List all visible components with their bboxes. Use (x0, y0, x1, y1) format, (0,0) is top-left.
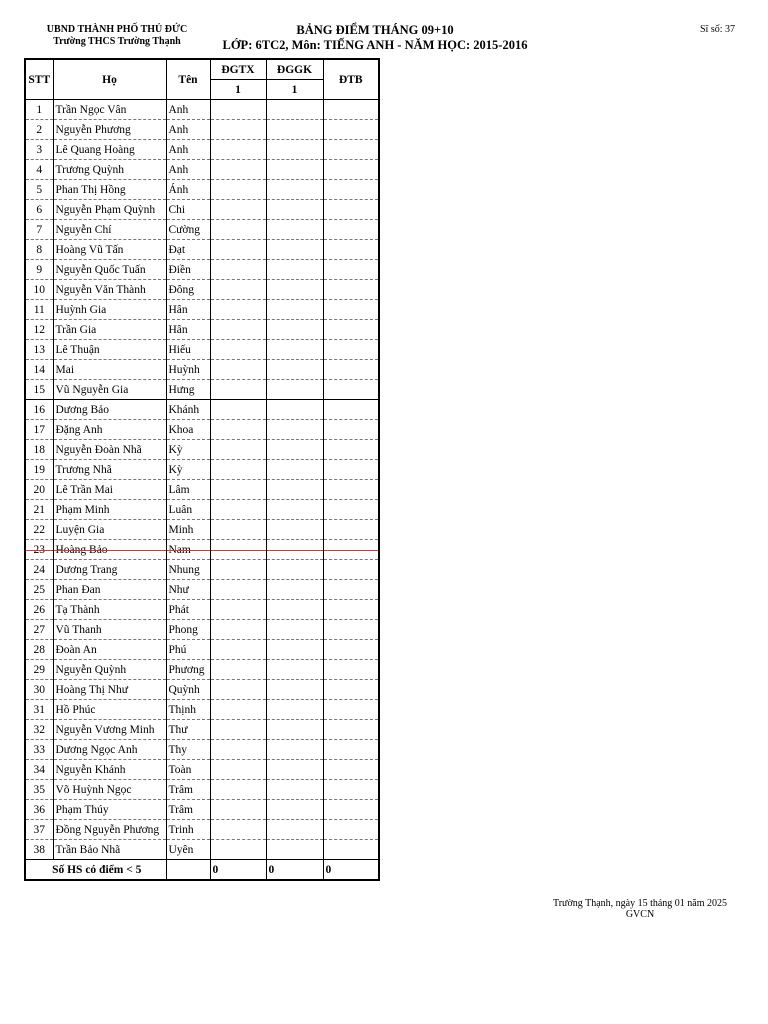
cell-dgtx (210, 360, 266, 380)
cell-dggk (266, 180, 323, 200)
cell-stt: 13 (25, 340, 53, 360)
cell-dtb (323, 520, 379, 540)
table-row (25, 220, 379, 240)
cell-stt: 10 (25, 280, 53, 300)
org-line-2: Trường THCS Trường Thạnh (53, 36, 181, 47)
cell-stt: 2 (25, 120, 53, 140)
cell-dggk (266, 640, 323, 660)
cell-dggk (266, 560, 323, 580)
cell-ho: Nguyễn Vương Minh (53, 720, 166, 740)
cell-stt: 19 (25, 460, 53, 480)
cell-ho: Luyện Gia (53, 520, 166, 540)
cell-dtb (323, 780, 379, 800)
table-row (25, 320, 379, 340)
cell-dgtx (210, 440, 266, 460)
cell-stt: 4 (25, 160, 53, 180)
header-row-1 (25, 59, 379, 80)
cell-ten: Trinh (166, 820, 210, 840)
cell-dgtx (210, 480, 266, 500)
cell-stt: 31 (25, 700, 53, 720)
cell-dgtx (210, 420, 266, 440)
cell-ten: Đông (166, 280, 210, 300)
cell-dtb (323, 680, 379, 700)
cell-dtb (323, 220, 379, 240)
table-row (25, 240, 379, 260)
cell-stt: 22 (25, 520, 53, 540)
table-row (25, 440, 379, 460)
cell-ho: Phạm Thúy (53, 800, 166, 820)
col-subheader-dgtx: 1 (210, 80, 266, 100)
col-subheader-dggk: 1 (266, 80, 323, 100)
cell-stt: 23 (25, 540, 53, 560)
table-row (25, 620, 379, 640)
cell-ten: Cường (166, 220, 210, 240)
cell-dgtx (210, 300, 266, 320)
table-row (25, 520, 379, 540)
col-header-dggk: ĐGGK (266, 59, 323, 80)
cell-ho: Đồng Nguyễn Phương (53, 820, 166, 840)
cell-ten: Chi (166, 200, 210, 220)
cell-dgtx (210, 220, 266, 240)
cell-ho: Nguyễn Quốc Tuấn (53, 260, 166, 280)
table-row (25, 720, 379, 740)
table-row (25, 700, 379, 720)
table-row (25, 340, 379, 360)
cell-ten: Đạt (166, 240, 210, 260)
table-row (25, 580, 379, 600)
cell-stt: 33 (25, 740, 53, 760)
cell-dggk (266, 140, 323, 160)
cell-stt: 30 (25, 680, 53, 700)
cell-ten: Kỳ (166, 440, 210, 460)
cell-dggk (266, 240, 323, 260)
cell-dtb (323, 240, 379, 260)
cell-dgtx (210, 160, 266, 180)
cell-dgtx (210, 140, 266, 160)
cell-dggk (266, 340, 323, 360)
cell-dggk (266, 420, 323, 440)
cell-dtb (323, 140, 379, 160)
cell-dtb (323, 560, 379, 580)
cell-ho: Trần Ngọc Vân (53, 100, 166, 120)
cell-ho: Tạ Thành (53, 600, 166, 620)
table-row (25, 660, 379, 680)
document-title-block (215, 23, 535, 53)
cell-ho: Dương Ngọc Anh (53, 740, 166, 760)
cell-ho: Trần Gia (53, 320, 166, 340)
cell-ho: Phạm Minh (53, 500, 166, 520)
cell-stt: 32 (25, 720, 53, 740)
org-line-1: UBND THÀNH PHỐ THỦ ĐỨC (46, 24, 188, 35)
cell-stt: 16 (25, 400, 53, 420)
cell-dggk (266, 400, 323, 420)
cell-dgtx (210, 560, 266, 580)
cell-dtb (323, 360, 379, 380)
cell-stt: 7 (25, 220, 53, 240)
cell-dtb (323, 480, 379, 500)
col-header-dtb: ĐTB (323, 59, 379, 100)
cell-dgtx (210, 580, 266, 600)
cell-dggk (266, 720, 323, 740)
cell-dggk (266, 440, 323, 460)
table-row (25, 120, 379, 140)
cell-dgtx (210, 520, 266, 540)
cell-stt: 25 (25, 580, 53, 600)
table-row (25, 740, 379, 760)
cell-ten: Trâm (166, 800, 210, 820)
cell-dtb (323, 660, 379, 680)
col-header-stt: STT (25, 59, 53, 100)
summary-dggk: 0 (266, 860, 323, 881)
cell-stt: 8 (25, 240, 53, 260)
table-row (25, 680, 379, 700)
table-row (25, 380, 379, 400)
cell-dgtx (210, 180, 266, 200)
cell-dtb (323, 580, 379, 600)
cell-ten: Hưng (166, 380, 210, 400)
cell-dgtx (210, 460, 266, 480)
cell-ten: Anh (166, 140, 210, 160)
document-title: BẢNG ĐIỂM THÁNG 09+10 (296, 23, 454, 37)
summary-dgtx: 0 (210, 860, 266, 881)
summary-dtb: 0 (323, 860, 379, 881)
cell-stt: 24 (25, 560, 53, 580)
table-row (25, 480, 379, 500)
cell-dgtx (210, 340, 266, 360)
cell-dggk (266, 160, 323, 180)
cell-stt: 15 (25, 380, 53, 400)
cell-stt: 17 (25, 420, 53, 440)
cell-dggk (266, 780, 323, 800)
table-row (25, 560, 379, 580)
cell-dggk (266, 600, 323, 620)
cell-ten: Phong (166, 620, 210, 640)
cell-dtb (323, 100, 379, 120)
cell-ho: Nguyễn Phương (53, 120, 166, 140)
cell-ten: Khoa (166, 420, 210, 440)
cell-dggk (266, 300, 323, 320)
cell-ho: Nguyễn Đoàn Nhã (53, 440, 166, 460)
cell-dggk (266, 840, 323, 860)
cell-ho: Vũ Thanh (53, 620, 166, 640)
table-row (25, 100, 379, 120)
cell-ten: Thịnh (166, 700, 210, 720)
cell-dggk (266, 800, 323, 820)
cell-dggk (266, 320, 323, 340)
cell-dtb (323, 380, 379, 400)
cell-dggk (266, 360, 323, 380)
cell-stt: 27 (25, 620, 53, 640)
table-row (25, 140, 379, 160)
cell-ho: Lê Quang Hoàng (53, 140, 166, 160)
cell-dgtx (210, 820, 266, 840)
cell-ho: Phan Đan (53, 580, 166, 600)
cell-dtb (323, 260, 379, 280)
place-date: Trường Thạnh, ngày 15 tháng 01 năm 2025 (552, 898, 728, 909)
table-row (25, 460, 379, 480)
cell-stt: 28 (25, 640, 53, 660)
cell-dggk (266, 260, 323, 280)
cell-ten: Anh (166, 100, 210, 120)
cell-dtb (323, 760, 379, 780)
cell-ho: Vũ Nguyễn Gia (53, 380, 166, 400)
cell-dgtx (210, 500, 266, 520)
cell-ho: Lê Trần Mai (53, 480, 166, 500)
table-row (25, 300, 379, 320)
document-subtitle: LỚP: 6TC2, Môn: TIẾNG ANH - NĂM HỌC: 2015-2016 (222, 38, 528, 52)
cell-ten: Ánh (166, 180, 210, 200)
cell-stt: 1 (25, 100, 53, 120)
cell-stt: 9 (25, 260, 53, 280)
cell-ho: Nguyễn Văn Thành (53, 280, 166, 300)
cell-dgtx (210, 260, 266, 280)
cell-ho: Trần Bảo Nhã (53, 840, 166, 860)
cell-dtb (323, 620, 379, 640)
cell-dtb (323, 720, 379, 740)
cell-dggk (266, 380, 323, 400)
table-row (25, 600, 379, 620)
cell-stt: 20 (25, 480, 53, 500)
cell-dggk (266, 460, 323, 480)
cell-stt: 21 (25, 500, 53, 520)
cell-stt: 6 (25, 200, 53, 220)
cell-stt: 18 (25, 440, 53, 460)
cell-dgtx (210, 620, 266, 640)
cell-ho: Hoàng Thị Như (53, 680, 166, 700)
cell-ho: Mai (53, 360, 166, 380)
cell-dtb (323, 820, 379, 840)
col-header-dgtx: ĐGTX (210, 59, 266, 80)
table-row (25, 760, 379, 780)
cell-dgtx (210, 640, 266, 660)
cell-dgtx (210, 600, 266, 620)
col-header-ho: Họ (53, 59, 166, 100)
cell-dggk (266, 740, 323, 760)
cell-ho: Đoàn An (53, 640, 166, 660)
cell-ten: Nam (166, 540, 210, 560)
cell-ten: Phương (166, 660, 210, 680)
cell-ho: Hoàng Bảo (53, 540, 166, 560)
cell-stt: 5 (25, 180, 53, 200)
cell-ten: Như (166, 580, 210, 600)
cell-dtb (323, 740, 379, 760)
cell-ho: Dương Bảo (53, 400, 166, 420)
table-row (25, 360, 379, 380)
table-row (25, 500, 379, 520)
signer-role: GVCN (625, 909, 655, 920)
summary-row (25, 860, 379, 881)
cell-dgtx (210, 200, 266, 220)
cell-ten: Hân (166, 320, 210, 340)
table-row (25, 420, 379, 440)
cell-ten: Điền (166, 260, 210, 280)
cell-ho: Trương Quỳnh (53, 160, 166, 180)
cell-dgtx (210, 100, 266, 120)
cell-dggk (266, 620, 323, 640)
cell-dgtx (210, 120, 266, 140)
cell-stt: 37 (25, 820, 53, 840)
cell-ten: Phú (166, 640, 210, 660)
cell-ten: Thư (166, 720, 210, 740)
cell-ho: Đặng Anh (53, 420, 166, 440)
cell-dtb (323, 340, 379, 360)
cell-ho: Nguyễn Phạm Quỳnh (53, 200, 166, 220)
org-header (22, 24, 212, 48)
cell-stt: 3 (25, 140, 53, 160)
cell-ho: Nguyễn Quỳnh (53, 660, 166, 680)
cell-dtb (323, 600, 379, 620)
cell-stt: 26 (25, 600, 53, 620)
cell-dtb (323, 160, 379, 180)
cell-ho: Nguyễn Khánh (53, 760, 166, 780)
cell-dggk (266, 820, 323, 840)
cell-dgtx (210, 720, 266, 740)
cell-stt: 35 (25, 780, 53, 800)
cell-ten: Hiếu (166, 340, 210, 360)
table-row (25, 260, 379, 280)
cell-dggk (266, 500, 323, 520)
cell-dggk (266, 280, 323, 300)
cell-ho: Võ Huỳnh Ngọc (53, 780, 166, 800)
cell-dtb (323, 440, 379, 460)
cell-ho: Dương Trang (53, 560, 166, 580)
cell-dgtx (210, 240, 266, 260)
cell-dggk (266, 100, 323, 120)
cell-dtb (323, 120, 379, 140)
cell-dgtx (210, 280, 266, 300)
cell-dtb (323, 300, 379, 320)
cell-dggk (266, 120, 323, 140)
cell-ten: Toàn (166, 760, 210, 780)
cell-ten: Phát (166, 600, 210, 620)
cell-ho: Hoàng Vũ Tấn (53, 240, 166, 260)
cell-dtb (323, 200, 379, 220)
cell-stt: 38 (25, 840, 53, 860)
cell-dtb (323, 840, 379, 860)
table-row (25, 400, 379, 420)
cell-dgtx (210, 740, 266, 760)
cell-ten: Nhung (166, 560, 210, 580)
summary-label: Số HS có điểm < 5 (25, 860, 166, 881)
cell-dtb (323, 280, 379, 300)
cell-stt: 36 (25, 800, 53, 820)
cell-dgtx (210, 780, 266, 800)
cell-dgtx (210, 700, 266, 720)
table-row (25, 800, 379, 820)
cell-ten: Huỳnh (166, 360, 210, 380)
cell-ten: Quỳnh (166, 680, 210, 700)
cell-dgtx (210, 680, 266, 700)
cell-dtb (323, 540, 379, 560)
cell-ten: Uyên (166, 840, 210, 860)
cell-dtb (323, 320, 379, 340)
cell-ten: Luân (166, 500, 210, 520)
cell-stt: 29 (25, 660, 53, 680)
cell-dgtx (210, 800, 266, 820)
cell-ten: Lâm (166, 480, 210, 500)
cell-dgtx (210, 400, 266, 420)
cell-dggk (266, 700, 323, 720)
cell-ten: Anh (166, 120, 210, 140)
cell-ten: Anh (166, 160, 210, 180)
cell-ho: Hồ Phúc (53, 700, 166, 720)
cell-dggk (266, 220, 323, 240)
cell-dggk (266, 540, 323, 560)
cell-dtb (323, 500, 379, 520)
cell-dggk (266, 520, 323, 540)
cell-dtb (323, 800, 379, 820)
cell-dgtx (210, 540, 266, 560)
cell-ho: Lê Thuận (53, 340, 166, 360)
cell-dgtx (210, 380, 266, 400)
table-row (25, 180, 379, 200)
cell-ho: Huỳnh Gia (53, 300, 166, 320)
cell-dgtx (210, 660, 266, 680)
cell-dggk (266, 660, 323, 680)
table-row (25, 840, 379, 860)
cell-ho: Nguyễn Chí (53, 220, 166, 240)
cell-dtb (323, 700, 379, 720)
cell-dggk (266, 760, 323, 780)
cell-ten: Trâm (166, 780, 210, 800)
cell-ten: Khánh (166, 400, 210, 420)
table-row (25, 780, 379, 800)
cell-stt: 12 (25, 320, 53, 340)
cell-dtb (323, 460, 379, 480)
cell-dtb (323, 640, 379, 660)
cell-dggk (266, 680, 323, 700)
table-row (25, 640, 379, 660)
table-row (25, 160, 379, 180)
table-row (25, 280, 379, 300)
cell-dggk (266, 200, 323, 220)
table-row (25, 540, 379, 560)
cell-dgtx (210, 840, 266, 860)
cell-ten: Kỳ (166, 460, 210, 480)
cell-dtb (323, 180, 379, 200)
cell-dgtx (210, 320, 266, 340)
col-header-ten: Tên (166, 59, 210, 100)
cell-ho: Phan Thị Hồng (53, 180, 166, 200)
summary-blank (166, 860, 210, 881)
cell-ten: Minh (166, 520, 210, 540)
cell-ho: Trương Nhã (53, 460, 166, 480)
grade-table (24, 58, 380, 881)
cell-ten: Thy (166, 740, 210, 760)
cell-dtb (323, 400, 379, 420)
cell-dgtx (210, 760, 266, 780)
cell-stt: 14 (25, 360, 53, 380)
cell-dtb (323, 420, 379, 440)
cell-dggk (266, 580, 323, 600)
cell-dggk (266, 480, 323, 500)
table-row (25, 820, 379, 840)
cell-ten: Hân (166, 300, 210, 320)
signature-block (520, 898, 760, 920)
cell-stt: 34 (25, 760, 53, 780)
table-row (25, 200, 379, 220)
cell-stt: 11 (25, 300, 53, 320)
class-size: Sĩ số: 37 (700, 24, 736, 35)
